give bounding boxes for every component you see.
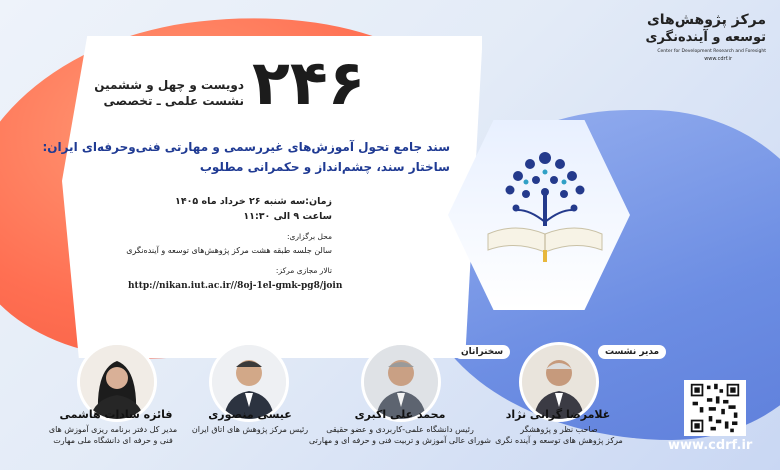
logo-line1: مرکز پژوهش‌های: [646, 12, 766, 28]
moderator-label: مدیر نشست: [598, 345, 666, 359]
speakers-label: سخنرانان: [454, 345, 510, 359]
session-number-words: دویست و چهل و ششمین: [94, 78, 244, 92]
person-role-line1: رئیس مرکز پژوهش های اتاق ایران: [191, 425, 309, 434]
session-number: ۲۴۶: [252, 46, 366, 119]
logo-english: Center for Development Research and Foresight: [657, 49, 766, 54]
session-type: نشست علمی ـ تخصصی: [103, 94, 244, 108]
person-name: غلامرضا گرانی نژاد: [505, 408, 611, 421]
venue: سالن جلسه طبقه هشت مرکز پژوهش‌های توسعه و آینده‌نگری: [126, 246, 332, 255]
person-role-line1: مدیر کل دفتر برنامه ریزی آموزش های: [48, 425, 178, 434]
person-role-line2: فنی و حرفه ای دانشگاه ملی مهارت: [53, 436, 173, 445]
person-role-line2: مرکز پژوهش های توسعه و آینده نگری: [495, 436, 623, 445]
person-name: فائزه سادات هاشمی: [59, 408, 173, 421]
logo-line2: توسعه و آینده‌نگری: [645, 30, 766, 45]
person-role-line1: صاحب نظر و پژوهشگر: [520, 425, 598, 434]
book-tree-icon: [470, 130, 620, 280]
online-url[interactable]: http://nikan.iut.ac.ir//8oj-1el-gmk-pg8/join: [128, 281, 343, 291]
person-role-line2: شورای عالی آموزش و تربیت فنی و حرفه ای و مهارتی: [309, 436, 491, 445]
event-date: زمان:سه شنبه ۲۶ خرداد ماه ۱۴۰۵: [175, 196, 332, 207]
title-line1: سند جامع تحول آموزش‌های غیررسمی و مهارتی فنی‌وحرفه‌ای ایران:: [42, 140, 450, 154]
person-role-line1: رئیس دانشگاه علمی-کاربردی و عضو حقیقی: [326, 425, 474, 434]
title-line2: ساختار سند، چشم‌انداز و حکمرانی مطلوب: [199, 160, 450, 174]
footer-site[interactable]: www.cdrf.ir: [668, 438, 753, 453]
online-label: تالار مجازی مرکز:: [275, 266, 332, 275]
qr-code-icon[interactable]: [684, 380, 746, 436]
org-logo: [640, 8, 772, 64]
event-time: ساعت ۹ الی ۱۱:۳۰: [243, 211, 332, 222]
person-name: محمد علی اکبری: [354, 408, 446, 421]
logo-url: www.cdrf.ir: [704, 56, 732, 62]
venue-label: محل برگزاری:: [287, 232, 332, 241]
person-name: عیسی منصوری: [208, 408, 292, 421]
